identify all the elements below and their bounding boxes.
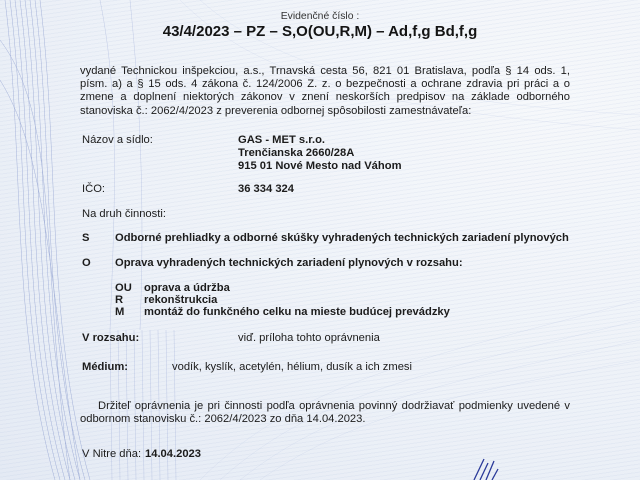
- scope-label: V rozsahu:: [82, 332, 140, 344]
- ico-label: IČO:: [82, 183, 105, 195]
- sub-activity-code-ou: OU: [115, 282, 132, 294]
- signature-mark: [470, 455, 510, 480]
- holder-street: Trenčianska 2660/28A: [238, 147, 355, 159]
- issue-date: 14.04.2023: [145, 448, 201, 460]
- holder-name-label: Názov a sídlo:: [82, 134, 153, 146]
- activity-code-s: S: [82, 232, 90, 244]
- intro-paragraph: vydané Technickou inšpekciou, a.s., Trnavská cesta 56, 821 01 Bratislava, podľa § 14 ods. 1, písm. a) a § 15 ods. 4 zákona č. 124/2006 Z. z. o bezpečnosti a ochrane zdravia pri práci a o zmene a doplnení niektorých zákonov v znení neskorších predpisov na základe odborného stanoviska č.: 2062/4/2023 z preverenia odbornej spôsobilosti zamestnávateľa:: [80, 65, 570, 117]
- medium-value: vodík, kyslík, acetylén, hélium, dusík a ich zmesi: [172, 361, 413, 373]
- sub-activity-code-r: R: [115, 294, 124, 306]
- sub-activity-code-m: M: [115, 306, 125, 318]
- holder-obligation-note: Držiteľ oprávnenia je pri činnosti podľa oprávnenia povinný dodržiavať podmienky uvedené v odbornom stanovisku č.: 2062/4/2023 zo dňa 14.04.2023.: [80, 400, 570, 426]
- activity-text-s: Odborné prehliadky a odborné skúšky vyhradených technických zariadení plynových: [115, 232, 569, 244]
- ico-value: 36 334 324: [238, 183, 294, 195]
- scope-value: viď. príloha tohto oprávnenia: [238, 332, 380, 344]
- medium-label: Médium:: [82, 361, 128, 373]
- sub-activity-text-r: rekonštrukcia: [144, 294, 218, 306]
- place-date-label: V Nitre dňa:: [82, 448, 142, 460]
- activity-text-o: Oprava vyhradených technických zariadení plynových v rozsahu:: [115, 257, 463, 269]
- holder-city: 915 01 Nové Mesto nad Váhom: [238, 160, 402, 172]
- sub-activity-text-ou: oprava a údržba: [144, 282, 230, 294]
- sub-activity-text-m: montáž do funkčného celku na mieste budúcej prevádzky: [144, 306, 450, 318]
- holder-name: GAS - MET s.r.o.: [238, 134, 326, 146]
- registration-number: 43/4/2023 – PZ – S,O(OU,R,M) – Ad,f,g Bd,f,g: [162, 23, 478, 40]
- activities-label: Na druh činnosti:: [82, 208, 166, 220]
- registration-number-label: Evidenčné číslo :: [280, 11, 360, 22]
- activity-code-o: O: [82, 257, 91, 269]
